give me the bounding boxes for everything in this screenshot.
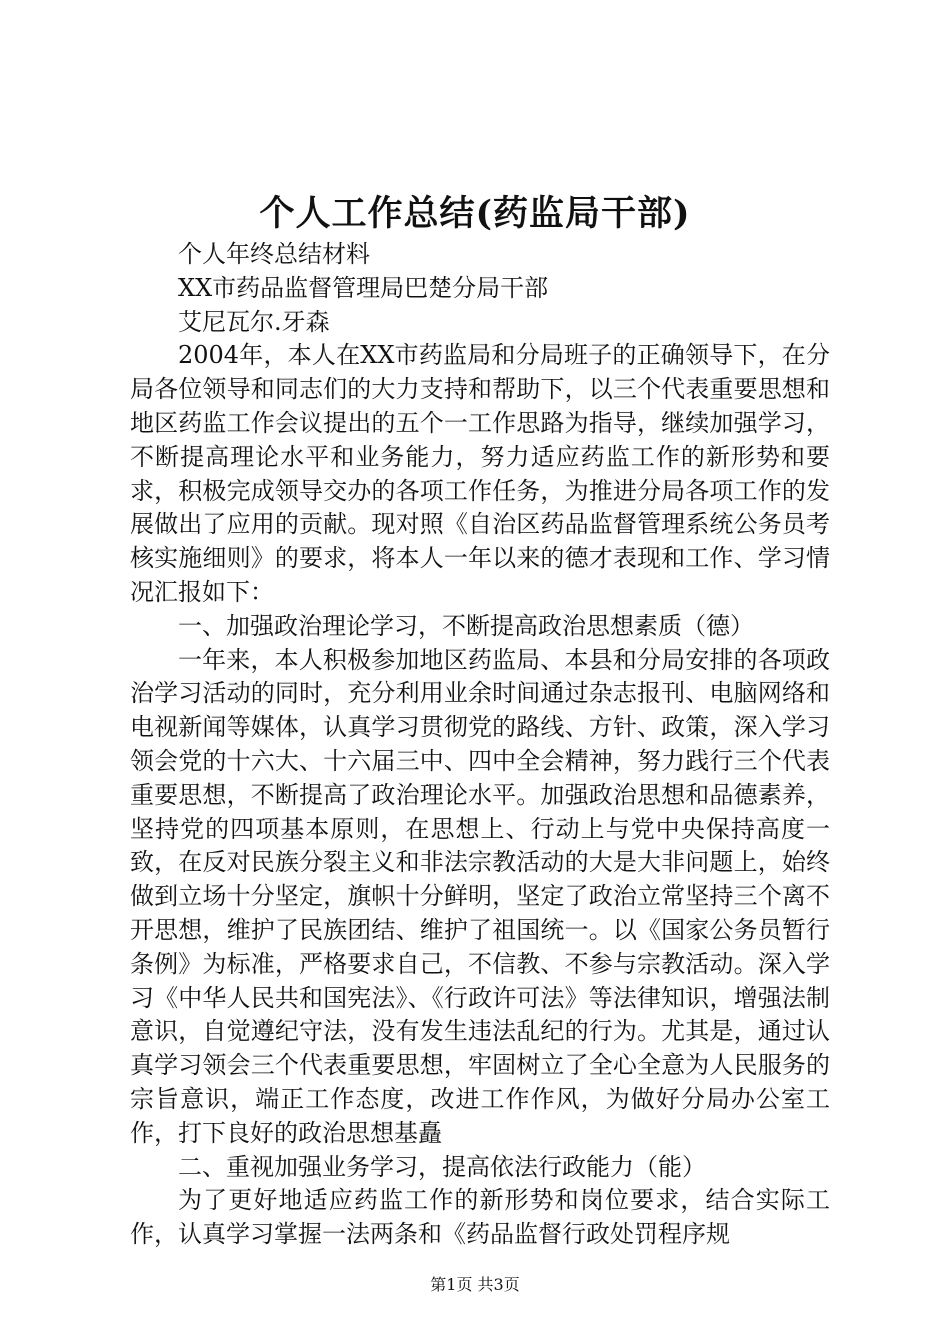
paragraph-intro: 2004年，本人在XX市药监局和分局班子的正确领导下，在分局各位领导和同志们的大力支持和帮助下，以三个代表重要思想和地区药监工作会议提出的五个一工作思路为指导，继续加强学习，不断提高理论水平和业务能力，努力适应药监工作的新形势和要求，积极完成领导交办的各项工作任务，为推进分局各项工作的发展做出了应用的贡献。现对照《自治区药品监督管理系统公务员考核实施细则》的要求，将本人一年以来的德才表现和工作、学习情况汇报如下： [130,341,830,606]
paragraph-heading: 个人年终总结材料 [178,240,370,268]
page-footer: 第1页 共3页 [430,1275,520,1294]
document-body [130,238,830,1252]
paragraph-organization: XX市药品监督管理局巴楚分局干部 [178,273,549,302]
section-heading-1: 一、加强政治理论学习，不断提高政治思想素质（德） [178,611,754,640]
paragraph-section-1: 一年来，本人积极参加地区药监局、本县和分局安排的各项政治学习活动的同时，充分利用业余时间通过杂志报刊、电脑网络和电视新闻等媒体，认真学习贯彻党的路线、方针、政策，深入学习领会党的十六大、十六届三中、四中全会精神，努力践行三个代表重要思想，不断提高了政治理论水平。加强政治思想和品德素养，坚持党的四项基本原则，在思想上、行动上与党中央保持高度一致，在反对民族分裂主义和非法宗教活动的大是大非问题上，始终做到立场十分坚定，旗帜十分鲜明，坚定了政治立常坚持三个离不开思想，维护了民族团结、维护了祖国统一。以《国家公务员暂行条例》为标准，严格要求自己，不信教、不参与宗教活动。深入学习《中华人民共和国宪法》、《行政许可法》等法律知识，增强法制意识，自觉遵纪守法，没有发生违法乱纪的行为。尤其是，通过认真学习领会三个代表重要思想，牢固树立了全心全意为人民服务的宗旨意识，端正工作态度，改进工作作风，为做好分局办公室工作，打下良好的政治思想基矗 [130,645,830,1147]
paragraph-section-2: 为了更好地适应药监工作的新形势和岗位要求，结合实际工作，认真学习掌握一法两条和《药品监督行政处罚程序规 [130,1186,830,1249]
section-heading-2: 二、重视加强业务学习，提高依法行政能力（能） [178,1152,706,1181]
document-title: 个人工作总结(药监局干部) [259,193,691,234]
paragraph-author: 艾尼瓦尔.牙森 [178,307,330,336]
